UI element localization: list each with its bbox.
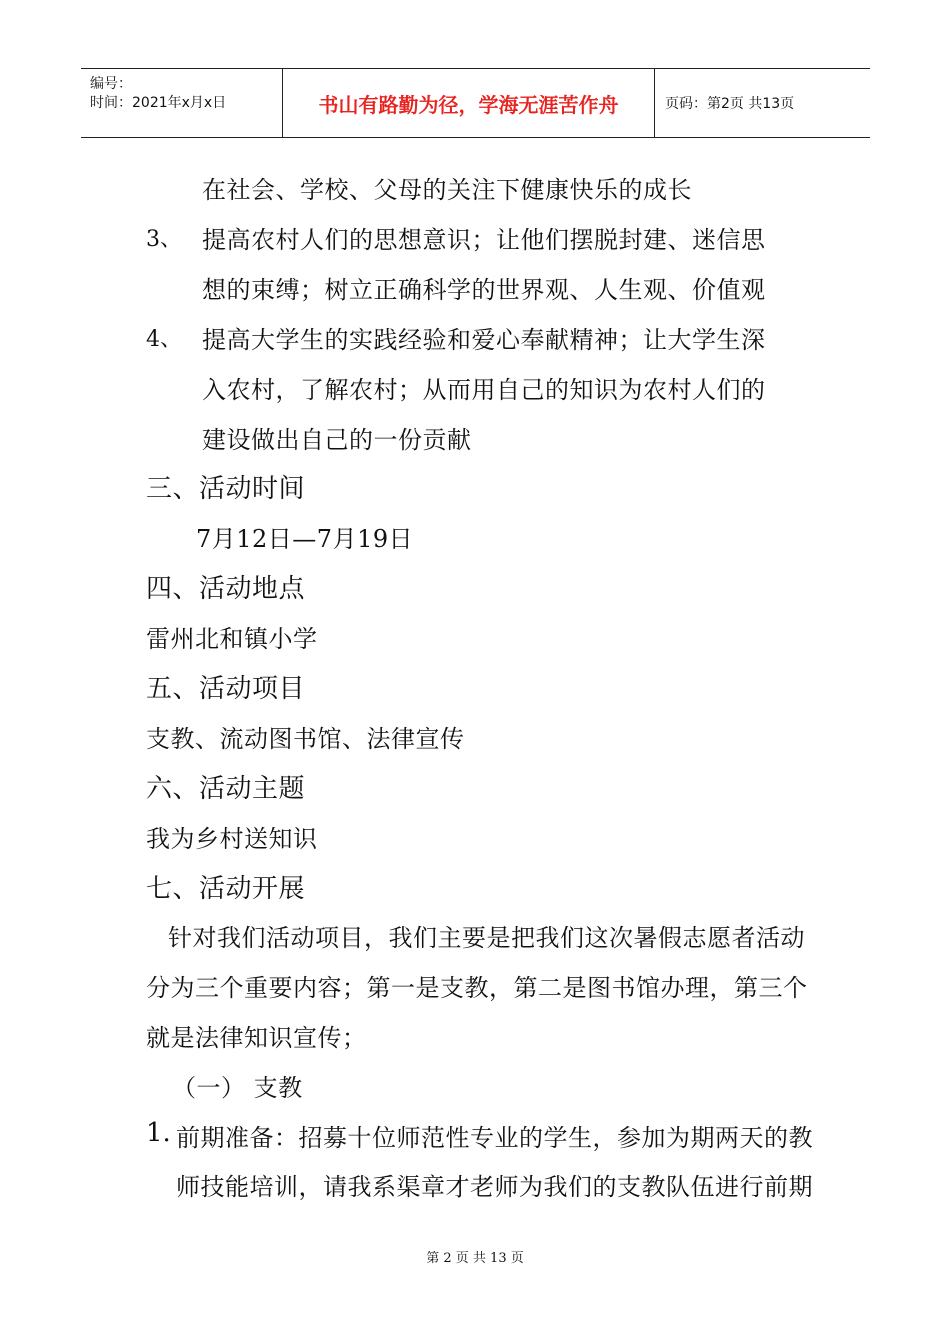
subsection-title: （一） 支教 — [172, 1074, 303, 1102]
item-text: 想的束缚；树立正确科学的世界观、人生观、价值观 — [202, 276, 766, 304]
time-label: 时间：2021年x月x日 — [90, 95, 227, 111]
header-table — [81, 68, 870, 138]
page-footer: 第 2 页 共 13 页 — [426, 1251, 524, 1266]
item-text: 入农村，了解农村；从而用自己的知识为农村人们的 — [202, 376, 766, 404]
section-text: 雷州北和镇小学 — [146, 625, 318, 653]
item-text: 建设做出自己的一份贡献 — [202, 426, 472, 454]
item-text: 提高大学生的实践经验和爱心奉献精神；让大学生深 — [202, 326, 766, 354]
paragraph-line: 就是法律知识宣传； — [146, 1024, 367, 1052]
item-text: 提高农村人们的思想意识；让他们摆脱封建、迷信思 — [202, 226, 766, 254]
paragraph-line: 分为三个重要内容；第一是支教，第二是图书馆办理，第三个 — [146, 974, 808, 1002]
point-text: 师技能培训，请我系渠章才老师为我们的支教队伍进行前期 — [176, 1173, 813, 1201]
paragraph-line: 针对我们活动项目，我们主要是把我们这次暑假志愿者活动 — [168, 924, 805, 952]
body-line: 在社会、学校、父母的关注下健康快乐的成长 — [202, 176, 692, 204]
header-page-info: 页码：第2页 共13页 — [665, 96, 795, 112]
section-title: 三、活动时间 — [146, 474, 306, 504]
header-motto: 书山有路勤为径，学海无涯苦作舟 — [283, 69, 655, 137]
serial-label: 编号： — [90, 76, 132, 92]
header-left-cell — [81, 69, 283, 137]
point-text: 前期准备：招募十位师范性专业的学生，参加为期两天的教 — [176, 1124, 813, 1152]
section-text: 支教、流动图书馆、法律宣传 — [146, 725, 465, 753]
section-title: 六、活动主题 — [146, 774, 306, 804]
section-title: 五、活动项目 — [146, 674, 306, 704]
section-title: 四、活动地点 — [146, 574, 306, 604]
item-number: 4、 — [146, 327, 182, 352]
point-number: 1. — [146, 1118, 171, 1148]
section-title: 七、活动开展 — [146, 874, 306, 904]
item-number: 3、 — [146, 227, 182, 252]
section-text: 7月12日—7月19日 — [196, 525, 414, 553]
section-text: 我为乡村送知识 — [146, 825, 318, 853]
